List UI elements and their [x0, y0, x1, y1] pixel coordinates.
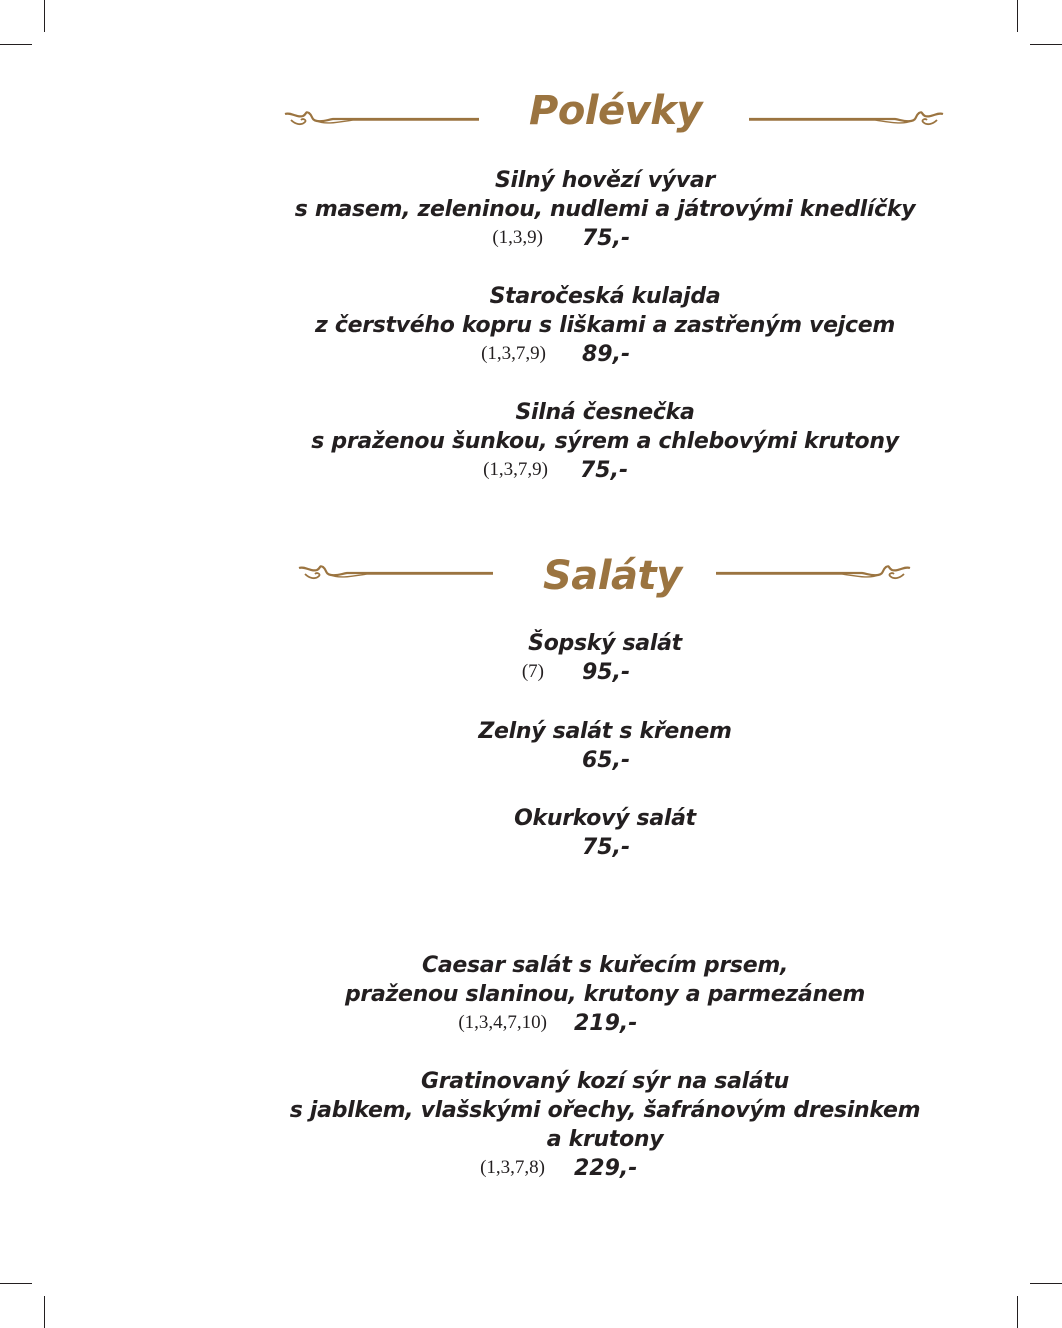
crop-mark	[0, 1283, 32, 1284]
menu-item	[260, 717, 950, 776]
item-allergens: (1,3,4,7,10)	[458, 1012, 547, 1033]
item-price: 95,-	[582, 660, 631, 685]
item-name: Silná česnečka	[515, 400, 695, 425]
item-price: 75,-	[580, 458, 629, 483]
crop-mark	[1017, 0, 1018, 32]
item-name: Silný hovězí vývar	[495, 168, 715, 193]
item-price: 75,-	[582, 226, 631, 251]
menu-item	[260, 951, 950, 1039]
item-description: a krutony	[546, 1127, 664, 1152]
item-allergens: (7)	[521, 661, 544, 682]
item-price: 89,-	[582, 342, 631, 367]
menu-item	[260, 398, 950, 486]
item-name: Staročeská kulajda	[489, 284, 721, 309]
item-description: s masem, zeleninou, nudlemi a játrovými knedlíčky	[294, 197, 916, 222]
item-price: 75,-	[582, 835, 631, 860]
menu-item	[260, 1067, 950, 1184]
item-price: 219,-	[574, 1011, 638, 1036]
item-name: Zelný salát s křenem	[478, 719, 732, 744]
right-flourish-ornament	[745, 108, 945, 132]
item-price: 65,-	[582, 748, 631, 773]
crop-mark	[1030, 1283, 1062, 1284]
item-description: praženou slaninou, krutony a parmezánem	[344, 982, 866, 1007]
left-flourish-ornament	[297, 562, 497, 586]
item-allergens: (1,3,7,9)	[481, 343, 546, 364]
left-flourish-ornament	[283, 108, 483, 132]
item-allergens: (1,3,7,9)	[483, 459, 548, 480]
menu-item	[260, 282, 950, 370]
item-description: s jablkem, vlašskými ořechy, šafránovým dresinkem	[289, 1098, 921, 1123]
item-description: z čerstvého kopru s liškami a zastřeným vejcem	[314, 313, 895, 338]
item-name: Šopský salát	[528, 631, 682, 656]
crop-mark	[1017, 1296, 1018, 1328]
item-price: 229,-	[574, 1156, 638, 1181]
menu-item	[260, 804, 950, 863]
crop-mark	[0, 44, 32, 45]
item-allergens: (1,3,7,8)	[480, 1157, 545, 1178]
right-flourish-ornament	[712, 562, 912, 586]
crop-mark	[44, 0, 45, 32]
crop-mark	[1030, 44, 1062, 45]
item-name: Caesar salát s kuřecím prsem,	[421, 953, 789, 978]
item-name: Gratinovaný kozí sýr na salátu	[420, 1069, 790, 1094]
item-allergens: (1,3,9)	[492, 227, 543, 248]
menu-item	[260, 629, 950, 688]
item-description: s praženou šunkou, sýrem a chlebovými krutony	[311, 429, 899, 454]
menu-item	[260, 166, 950, 254]
item-name: Okurkový salát	[514, 806, 696, 831]
crop-mark	[44, 1296, 45, 1328]
